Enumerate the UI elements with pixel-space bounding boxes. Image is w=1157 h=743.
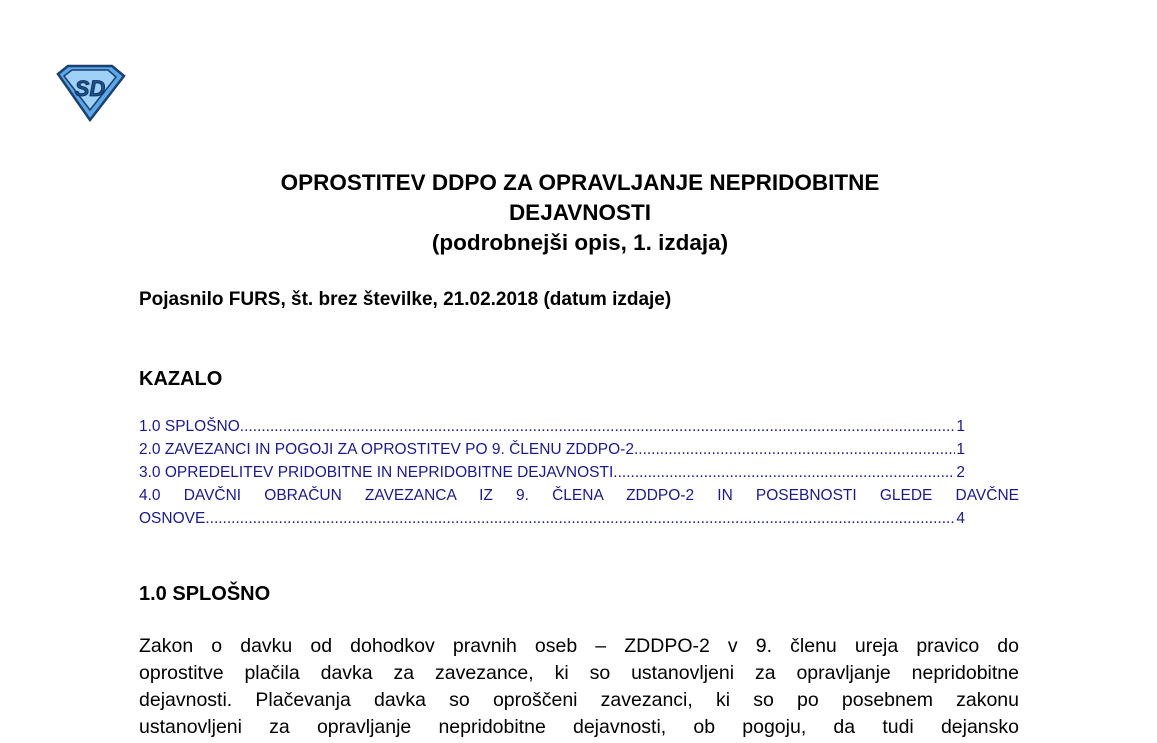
toc-item-2[interactable] (139, 438, 965, 461)
svg-text:SD: SD (74, 76, 106, 101)
toc-item-label[interactable]: 2.0 ZAVEZANCI IN POGOJI ZA OPROSTITEV PO 9. ČLENU ZDDPO-2 (139, 441, 634, 458)
toc-leader (205, 507, 955, 530)
toc-item-1[interactable] (139, 415, 965, 438)
toc-item-label[interactable]: 1.0 SPLOŠNO (139, 418, 240, 435)
table-of-contents (139, 415, 1019, 530)
title-line-2: DEJAVNOSTI (508, 200, 652, 225)
toc-item-3[interactable] (139, 461, 965, 484)
toc-item-page[interactable]: 1 (956, 418, 965, 435)
title-line-3: (podrobnejši opis, 1. izdaja) (431, 230, 729, 255)
paragraph-line: oprostitve plačila davka za zavezance, ki so ustanovljeni za opravljanje nepridobitne (139, 662, 1019, 684)
paragraph-line: ustanovljeni za opravljanje nepridobitne dejavnosti, ob pogoju, da tudi dejansko (139, 716, 1019, 738)
toc-item-4-label[interactable]: 4.0 DAVČNI OBRAČUN ZAVEZANCA IZ 9. ČLENA ZDDPO-2 IN POSEBNOSTI GLEDE DAVČNE (139, 487, 1019, 504)
toc-leader (240, 415, 956, 438)
toc-leader (613, 461, 955, 484)
section-heading: 1.0 SPLOŠNO (139, 583, 271, 605)
toc-item-page[interactable]: 4 (956, 510, 965, 527)
paragraph-line: Zakon o davku od dohodkov pravnih oseb – ZDDPO-2 v 9. členu ureja pravico do (139, 635, 1019, 657)
toc-leader (634, 438, 955, 461)
document-title (140, 168, 1020, 258)
sd-logo-icon (54, 64, 126, 122)
paragraph-line: dejavnosti. Plačevanja davka so oproščeni zavezanci, ki so po posebnem zakonu (139, 689, 1019, 711)
toc-item-label[interactable]: 3.0 OPREDELITEV PRIDOBITNE IN NEPRIDOBITNE DEJAVNOSTI (139, 464, 614, 481)
toc-item-4[interactable] (139, 507, 965, 530)
toc-item-label[interactable]: OSNOVE (139, 510, 206, 527)
title-line-1: OPROSTITEV DDPO ZA OPRAVLJANJE NEPRIDOBITNE (280, 170, 880, 195)
section-body (139, 633, 1019, 741)
toc-heading: KAZALO (139, 368, 223, 390)
document-subtitle: Pojasnilo FURS, št. brez številke, 21.02.2018 (datum izdaje) (139, 289, 672, 310)
toc-item-page[interactable]: 1 (956, 441, 965, 458)
toc-item-page[interactable]: 2 (956, 464, 965, 481)
